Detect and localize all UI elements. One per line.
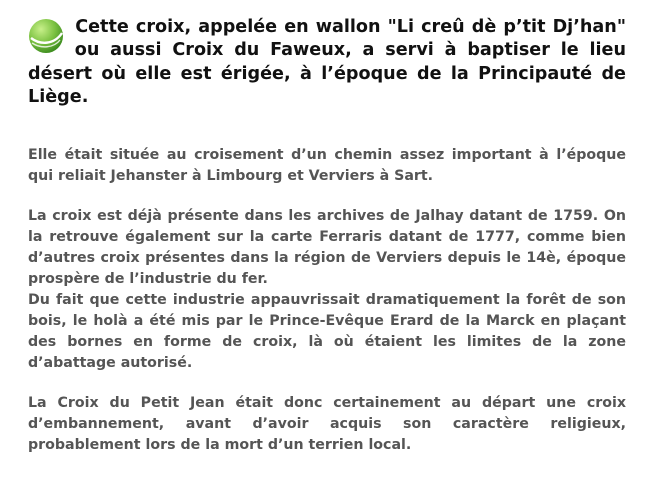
intro-block bbox=[28, 16, 626, 110]
intro-text: Cette croix, appelée en wallon "Li creû dè p’tit Dj’han" ou aussi Croix du Faweux, a servi à baptiser le lieu désert où elle est érigée, à l’époque de la Principauté de Liège. bbox=[28, 17, 626, 108]
paragraph-location: Elle était située au croisement d’un chemin assez important à l’époque qui reliait Jehanster à Limbourg et Verviers à Sart. bbox=[28, 146, 626, 184]
article bbox=[28, 16, 626, 456]
green-leaf-ball-icon bbox=[28, 18, 64, 54]
paragraph-history: La croix est déjà présente dans les archives de Jalhay datant de 1759. On la retrouve également sur la carte Ferraris datant de 1777, comme bien d’autres croix présentes dans la région de Verviers depuis le 14è, époque prospère de l’industrie du fer. bbox=[28, 207, 626, 287]
paragraph-boundaries: Du fait que cette industrie appauvrissait dramatiquement la forêt de son bois, le holà a été mis par le Prince-Evêque Erard de la Marck en plaçant des bornes en forme de croix, là où étaient les limites de la zone d’abattage autorisé. bbox=[28, 291, 626, 371]
paragraph-conclusion: La Croix du Petit Jean était donc certainement au départ une croix d’embannement, avant d’avoir acquis son caractère religieux, probablement lors de la mort d’un terrien local. bbox=[28, 394, 626, 453]
